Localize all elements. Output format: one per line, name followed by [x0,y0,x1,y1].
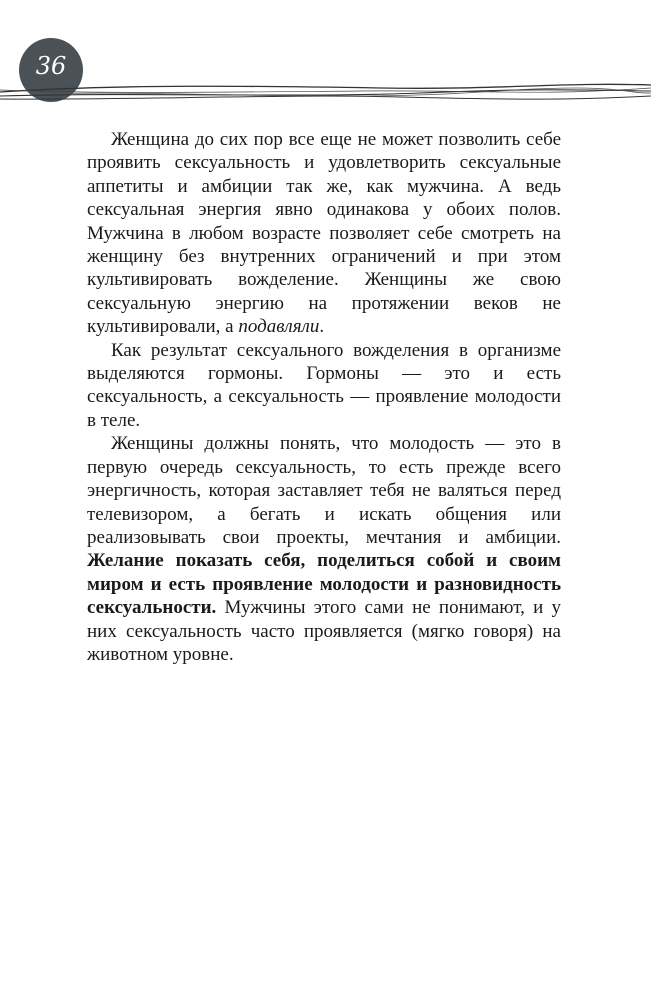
emphasis-text: подавляли [238,316,320,338]
page-number: 36 [35,52,67,80]
body-text [87,128,561,666]
page-header [0,0,651,110]
paragraph-2: Как результат сексуального вожделения в организме выделяются гормоны. Гормоны — это и есть сексуальность, а сексуальность — проявление молодости в теле. [87,339,561,431]
paragraph-3: Женщины должны понять, что молодость — это в первую очередь сексуальность, то есть прежде всего энергичность, которая заставляет тебя не валяться перед телевизором, а бегать и искать общения или реализовывать свои проекты, мечтания и амбиции. Желание показать себя, поделиться собой и своим миром и есть проявление молодости и разновидность сексуальности. Мужчины этого сами не понимают, и у них сексуальность часто проявляется (мягко говоря) на животном уровне. [87,433,561,665]
paragraph-1: Женщина до сих пор все еще не может позволить себе проявить сексуальность и удовлетворить сексуальные аппетиты и амбиции так же, как мужчина. А ведь сексуальная энергия явно одинакова у обоих полов. Мужчина в любом возрасте позволяет себе смотреть на женщину без внутренних ограничений и при этом культивировать вожделение. Женщины же свою сексуальную энергию на протяжении веков не культивировали, а подавляли. [87,129,561,338]
bold-statement: Желание показать себя, поделиться собой и своим миром и есть проявление молодости и разновидность сексуальности. [87,550,561,619]
decorative-header-lines [0,78,651,108]
